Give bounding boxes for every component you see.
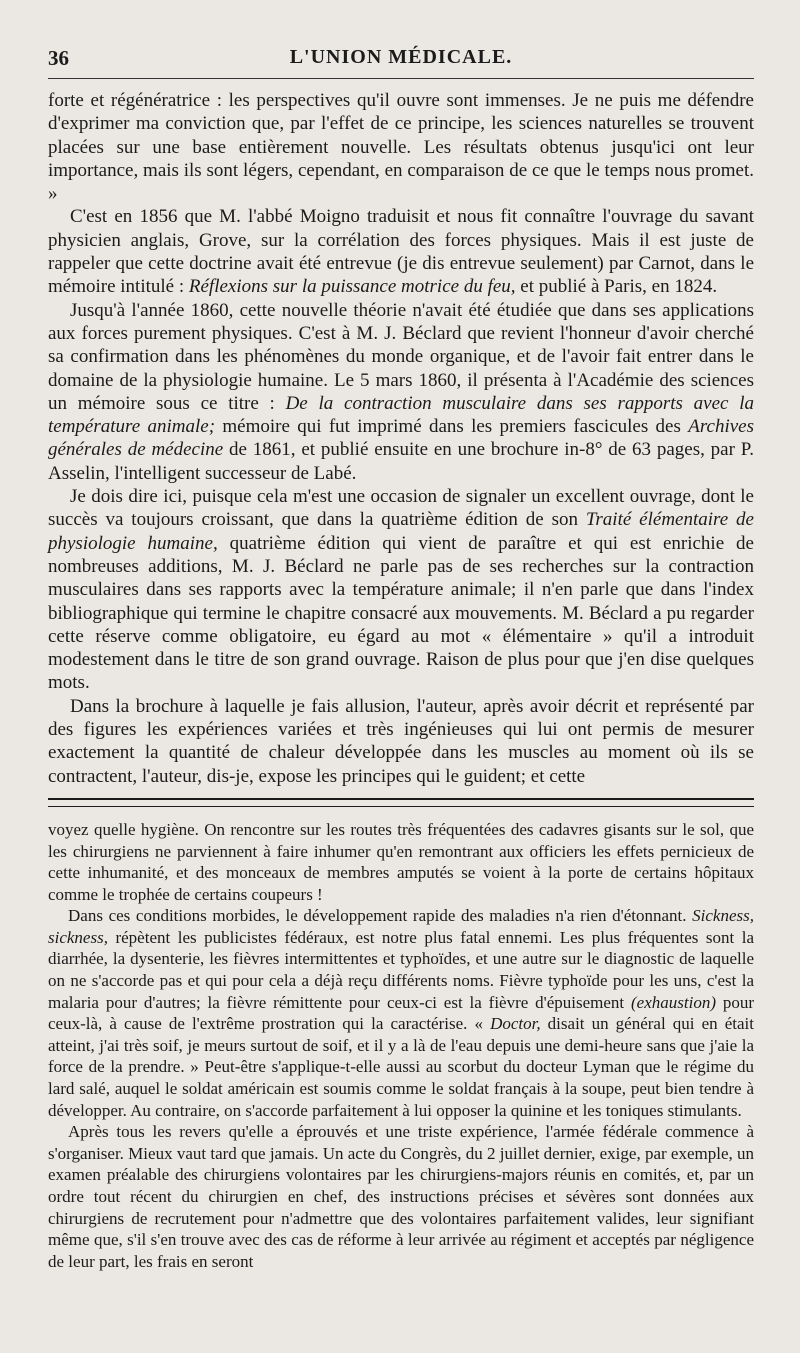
title-traite: Traité élémentaire de physiologie humaine, <box>48 509 754 554</box>
footnote-text <box>48 819 754 1272</box>
footnote-paragraph-2: Dans ces conditions morbides, le développement rapide des maladies n'a rien d'étonnant. Sickness, sickness, répètent les publicistes fédéraux, est notre plus fatal ennemi. Les plus fréquentes sont la diarrhée, la dysenterie, les fièvres intermittentes et typhoïdes, et une autre sur le diagnostic de laquelle on ne s'accorde pas et qui pour cela a déjà reçu différents noms. Fièvre typhoïde pour les uns, c'est la malaria pour d'autres; la fièvre rémittente pour ceux-ci est la fièvre d'épuisement (exhaustion) pour ceux-là, à cause de l'extrême prostration qui la caractérise. « Doctor, disait un général qui en était atteint, j'ai très soif, je meurs surtout de soif, et il y a là de l'eau depuis une demi-heure sans que j'aie la force de la prendre. » Peut-être s'applique-t-elle aussi au scorbut du docteur Lyman que le régime du lard salé, auquel le soldat américain est soumis comme le soldat français à la soupe, peut bien tendre à développer. Au contraire, on s'accorde parfaitement à lui opposer la quinine et les toniques stimulants. <box>48 906 754 1120</box>
footnote-paragraph-3: Après tous les revers qu'elle a éprouvés et une triste expérience, l'armée fédérale commence à s'organiser. Mieux vaut tard que jamais. Un acte du Congrès, du 2 juillet dernier, exige, par exemple, un examen préalable des chirurgiens volontaires par les chirurgiens-majors réunis en comités, et, par un ordre tout récent du chirurgien en chef, des instructions précises et sévères sont données aux chirurgiens de recrutement pour n'admettre que des volontaires parfaitement valides, leur signifiant même que, s'il s'en trouve avec des cas de réforme à leur arrivée au régiment et acceptés par négligence de leur part, les frais en seront <box>48 1122 754 1271</box>
page-number: 36 <box>48 46 69 70</box>
paragraph-1: forte et régénératrice : les perspectives qu'il ouvre sont immenses. Je ne puis me défendre d'exprimer ma conviction que, par l'effet de ce principe, les sciences naturelles se trouvent placées sur une base entièrement nouvelle. Les résultats obtenus jusqu'ici ont leur importance, mais ils sont légers, cependant, en comparaison de ce que le temps nous promet. » <box>48 90 754 205</box>
paragraph-3: Jusqu'à l'année 1860, cette nouvelle théorie n'avait été étudiée que dans ses applications aux forces purement physiques. C'est à M. J. Béclard que revient l'honneur d'avoir cherché sa confirmation dans les phénomènes du monde organique, et de l'avoir fait entrer dans le domaine de la physiologie humaine. Le 5 mars 1860, il présenta à l'Académie des sciences un mémoire sous ce titre : De la contraction musculaire dans ses rapports avec la température animale; mémoire qui fut imprimé dans les premiers fascicules des Archives générales de médecine de 1861, et publié ensuite en une brochure in-8° de 63 pages, par P. Asselin, l'intelligent successeur de Labé. <box>48 299 754 484</box>
title-archives: Archives générales de médecine <box>48 416 754 461</box>
paragraph-5: Dans la brochure à laquelle je fais allusion, l'auteur, après avoir décrit et représenté par des figures les expériences variées et très ingénieuses qui lui ont permis de mesurer exactement la quantité de chaleur développée dans les muscles au moment où ils se contractent, l'auteur, dis-je, expose les principes qui le guident; et cette <box>48 695 754 787</box>
paragraph-2: C'est en 1856 que M. l'abbé Moigno traduisit et nous fit connaître l'ouvrage du savant physicien anglais, Grove, sur la corrélation des forces physiques. Mais il est juste de rappeler que cette doctrine avait été entrevue (je dis entrevue seulement) par Carnot, dans le mémoire intitulé : Réflexions sur la puissance motrice du feu, et publié à Paris, en 1824. <box>48 206 754 298</box>
running-title: L'UNION MÉDICALE. <box>289 46 513 68</box>
page-header <box>48 44 754 74</box>
header-rule <box>48 78 754 79</box>
paragraph-4: Je dois dire ici, puisque cela m'est une occasion de signaler un excellent ouvrage, dont le succès va toujours croissant, que dans la quatrième édition de son Traité élémentaire de physiologie humaine, quatrième édition qui vient de paraître et qui est enrichie de nombreuses additions, M. J. Béclard ne parle pas de ses recherches sur la contraction musculaires dans ses rapports avec la température animale; il n'en parle que dans l'index bibliographique qui termine le chapitre consacré aux mouvements. M. Béclard a pu regarder cette réserve comme obligatoire, eu égard au mot « élémentaire » qu'il a introduit modestement dans le titre de son grand ouvrage. Raison de plus pour que j'en dise quelques mots. <box>48 486 754 694</box>
title-reflexions: Réflexions sur la puissance motrice du feu, <box>188 276 516 298</box>
title-contraction: De la contraction musculaire dans ses rapports avec la température animale; <box>48 392 754 438</box>
main-text <box>48 89 754 788</box>
footnote-paragraph-1: voyez quelle hygiène. On rencontre sur les routes très fréquentées des cadavres gisants sur le sol, que les chirurgiens ne parviennent à faire inhumer qu'en remontrant aux officiers les effets pernicieux de cette inhumanité, et des monceaux de membres amputés se voient à la porte de certains hôpitaux comme le trophée de certains coupeurs ! <box>48 819 754 904</box>
footnote-divider <box>48 798 754 807</box>
